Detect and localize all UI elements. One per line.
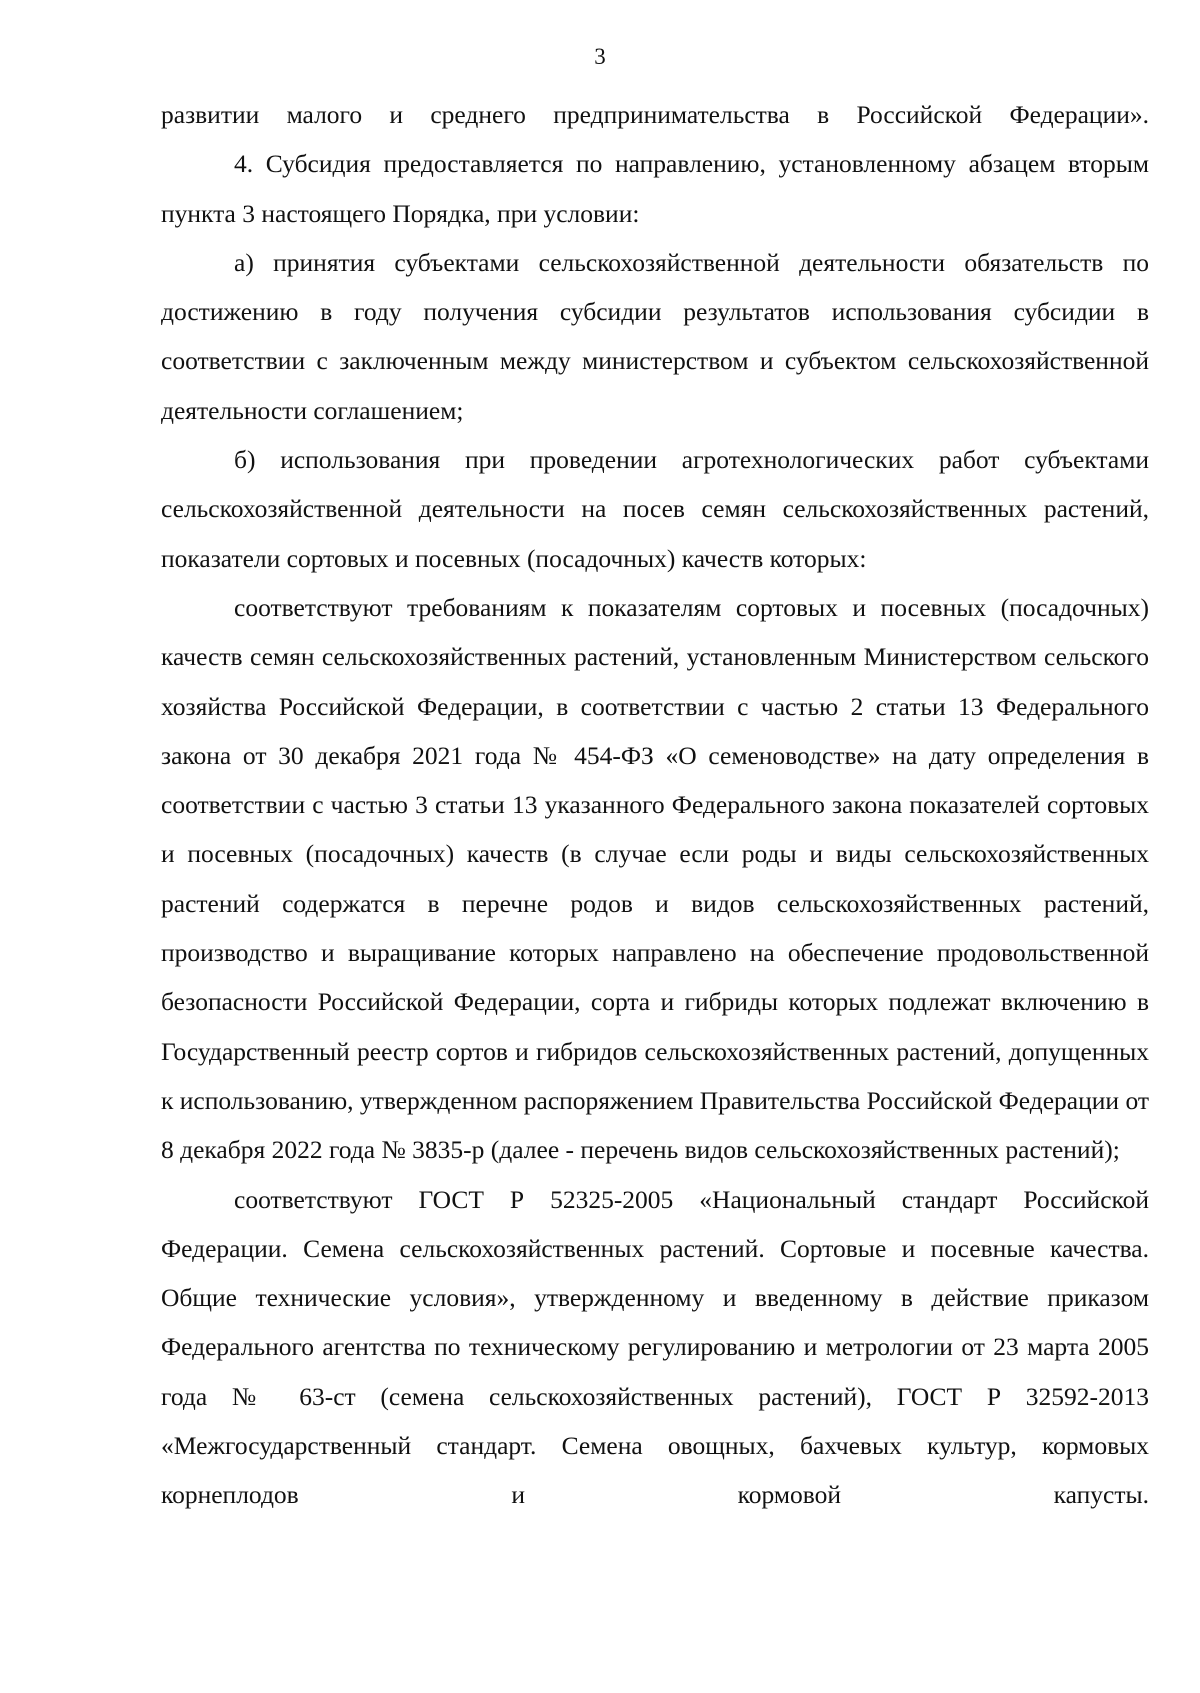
paragraph-requirements-ministry: соответствуют требованиям к показателям сортовых и посевных (посадочных) качеств семян сельскохозяйственных растений, установленным Министерством сельского хозяйства Российской Федерации, в соответствии с частью 2 статьи 13 Федерального закона от 30 декабря 2021 года № 454-ФЗ «О семеноводстве» на дату определения в соответствии с частью 3 статьи 13 указанного Федерального закона показателей сортовых и посевных (посадочных) качеств (в случае если роды и виды сельскохозяйственных растений содержатся в перечне родов и видов сельскохозяйственных растений, производство и выращивание которых направлено на обеспечение продовольственной безопасности Российской Федерации, сорта и гибриды которых подлежат включению в Государственный реестр сортов и гибридов сельскохозяйственных растений, допущенных к использованию, утвержденном распоряжением Правительства Российской Федерации от 8 декабря 2022 года № 3835-р (далее - перечень видов сельскохозяйственных растений); <box>161 592 1150 1165</box>
page-number: 3 <box>594 44 606 69</box>
paragraph-subitem-a: а) принятия субъектами сельскохозяйственной деятельности обязательств по достижению в году получения субсидии результатов использования субсидии в соответствии с заключенным между министерством и субъектом сельскохозяйственной деятельности соглашением; <box>161 247 1149 425</box>
paragraph-subitem-b: б) использования при проведении агротехнологических работ субъектами сельскохозяйственной деятельности на посев семян сельскохозяйственных растений, показатели сортовых и посевных (посадочных) качеств которых: <box>161 445 1149 573</box>
paragraph-requirements-gost: соответствуют ГОСТ Р 52325-2005 «Национальный стандарт Российской Федерации. Семена сельскохозяйственных растений. Сортовые и посевные качества. Общие технические условия», утвержденному и введенному в действие приказом Федерального агентства по техническому регулированию и метрологии от 23 марта 2005 года № 63-ст (семена сельскохозяйственных растений), ГОСТ Р 32592-2013 «Межгосударственный стандарт. Семена овощных, бахчевых культур, кормовых корнеплодов и кормовой капусты. <box>161 1184 1149 1510</box>
paragraph-item-4: 4. Субсидия предоставляется по направлению, установленному абзацем вторым пункта 3 настоящего Порядка, при условии: <box>161 149 1149 228</box>
document-body <box>161 90 1149 1520</box>
paragraph-continuation: развитии малого и среднего предпринимательства в Российской Федерации». <box>161 100 1149 129</box>
